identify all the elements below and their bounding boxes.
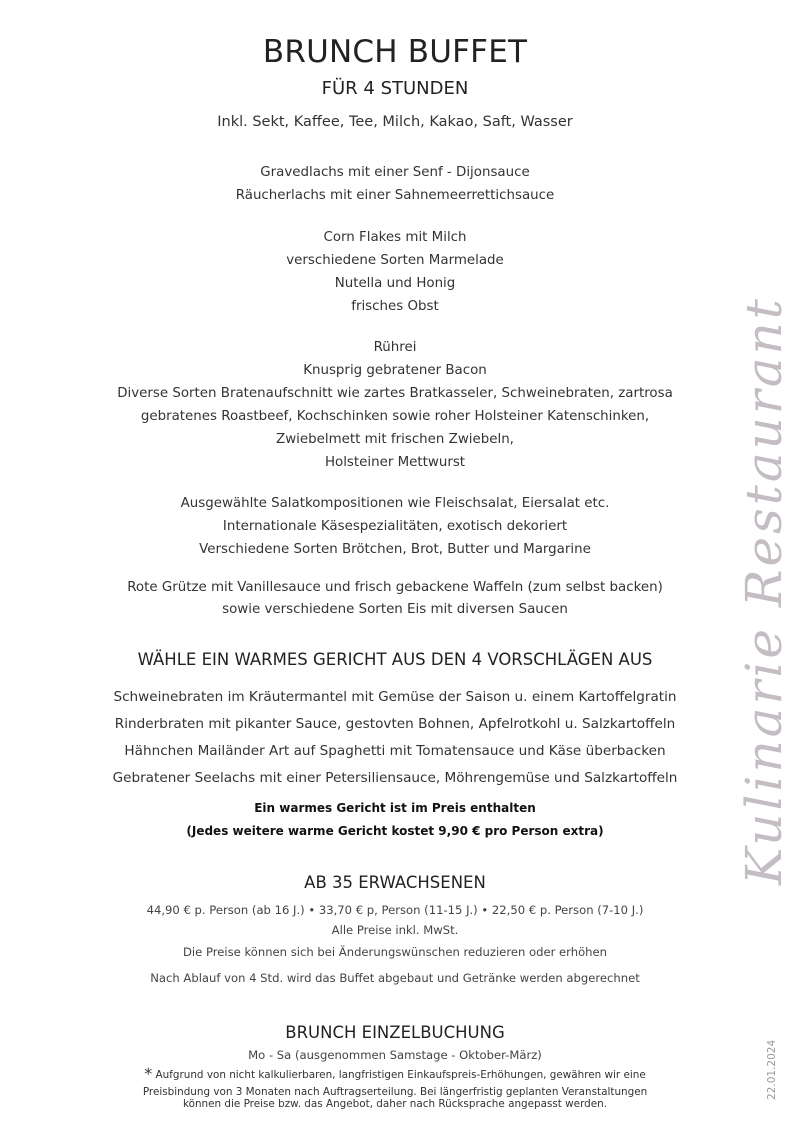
footnote-line: können die Preise bzw. das Angebot, daher nach Rücksprache angepasst werden. xyxy=(182,1098,608,1110)
price-change-note: Die Preise können sich bei Änderungswünschen reduzieren oder erhöhen xyxy=(182,945,607,959)
hot-dish-item: Gebratener Seelachs mit einer Petersiliensauce, Möhrengemüse und Salzkartoffeln xyxy=(112,770,678,786)
footnote-text: Aufgrund von nicht kalkulierbaren, langfristigen Einkaufspreis-Erhöhungen, gewähren wir eine xyxy=(155,1069,646,1081)
menu-item: Diverse Sorten Bratenaufschnitt wie zartes Bratkasseler, Schweinebraten, zartrosa xyxy=(117,386,673,401)
menu-item: Rührei xyxy=(373,340,417,355)
vat-note: Alle Preise inkl. MwSt. xyxy=(331,923,459,937)
single-booking-days: Mo - Sa (ausgenommen Samstage - Oktober-März) xyxy=(248,1048,542,1062)
menu-item: Nutella und Honig xyxy=(334,276,456,291)
hot-dish-item: Hähnchen Mailänder Art auf Spaghetti mit Tomatensauce und Käse überbacken xyxy=(124,743,666,759)
menu-item: Rote Grütze mit Vanillesauce und frisch gebackene Waffeln (zum selbst backen) xyxy=(127,580,663,595)
footnote-line: Preisbindung von 3 Monaten nach Auftragserteilung. Bei längerfristig geplanten Veranstaltungen xyxy=(142,1086,648,1098)
hot-dishes-heading: WÄHLE EIN WARMES GERICHT AUS DEN 4 VORSCHLÄGEN AUS xyxy=(137,650,653,669)
menu-item: Zwiebelmett mit frischen Zwiebeln, xyxy=(276,432,514,447)
menu-item: verschiedene Sorten Marmelade xyxy=(286,253,504,268)
pricing-heading: AB 35 ERWACHSENEN xyxy=(304,873,486,892)
menu-item: Gravedlachs mit einer Senf - Dijonsauce xyxy=(260,165,530,180)
menu-item: gebratenes Roastbeef, Kochschinken sowie roher Holsteiner Katenschinken, xyxy=(140,409,650,424)
hot-dish-extra-note: (Jedes weitere warme Gericht kostet 9,90 € pro Person extra) xyxy=(186,824,604,838)
page-subtitle: FÜR 4 STUNDEN xyxy=(321,78,469,99)
document-date: 22.01.2024 xyxy=(766,1039,778,1100)
footnote-star: * xyxy=(144,1064,153,1083)
menu-item: Räucherlachs mit einer Sahnemeerrettichsauce xyxy=(235,188,555,203)
footnote-line xyxy=(0,1064,790,1083)
drinks-included: Inkl. Sekt, Kaffee, Tee, Milch, Kakao, Saft, Wasser xyxy=(217,114,573,130)
single-booking-heading: BRUNCH EINZELBUCHUNG xyxy=(285,1023,505,1042)
hot-dish-item: Schweinebraten im Kräutermantel mit Gemüse der Saison u. einem Kartoffelgratin xyxy=(113,689,677,705)
menu-item: Holsteiner Mettwurst xyxy=(324,455,466,470)
price-list: 44,90 € p. Person (ab 16 J.) • 33,70 € p, Person (11-15 J.) • 22,50 € p. Person (7-10 J.) xyxy=(146,903,644,917)
menu-item: Ausgewählte Salatkompositionen wie Fleischsalat, Eiersalat etc. xyxy=(180,496,610,511)
menu-item: Internationale Käsespezialitäten, exotisch dekoriert xyxy=(222,519,568,534)
menu-item: frisches Obst xyxy=(351,299,439,314)
menu-item: sowie verschiedene Sorten Eis mit diversen Saucen xyxy=(222,602,568,617)
menu-item: Verschiedene Sorten Brötchen, Brot, Butter und Margarine xyxy=(199,542,591,557)
menu-item: Knusprig gebratener Bacon xyxy=(303,363,487,378)
page-title: BRUNCH BUFFET xyxy=(262,34,528,70)
hot-dish-included-note: Ein warmes Gericht ist im Preis enthalten xyxy=(254,801,536,815)
closing-note: Nach Ablauf von 4 Std. wird das Buffet abgebaut und Getränke werden abgerechnet xyxy=(150,971,640,985)
menu-item: Corn Flakes mit Milch xyxy=(323,230,467,245)
restaurant-signature-logo: Kulinarie Restaurant xyxy=(735,296,793,885)
hot-dish-item: Rinderbraten mit pikanter Sauce, gestovten Bohnen, Apfelrotkohl u. Salzkartoffeln xyxy=(114,716,676,732)
